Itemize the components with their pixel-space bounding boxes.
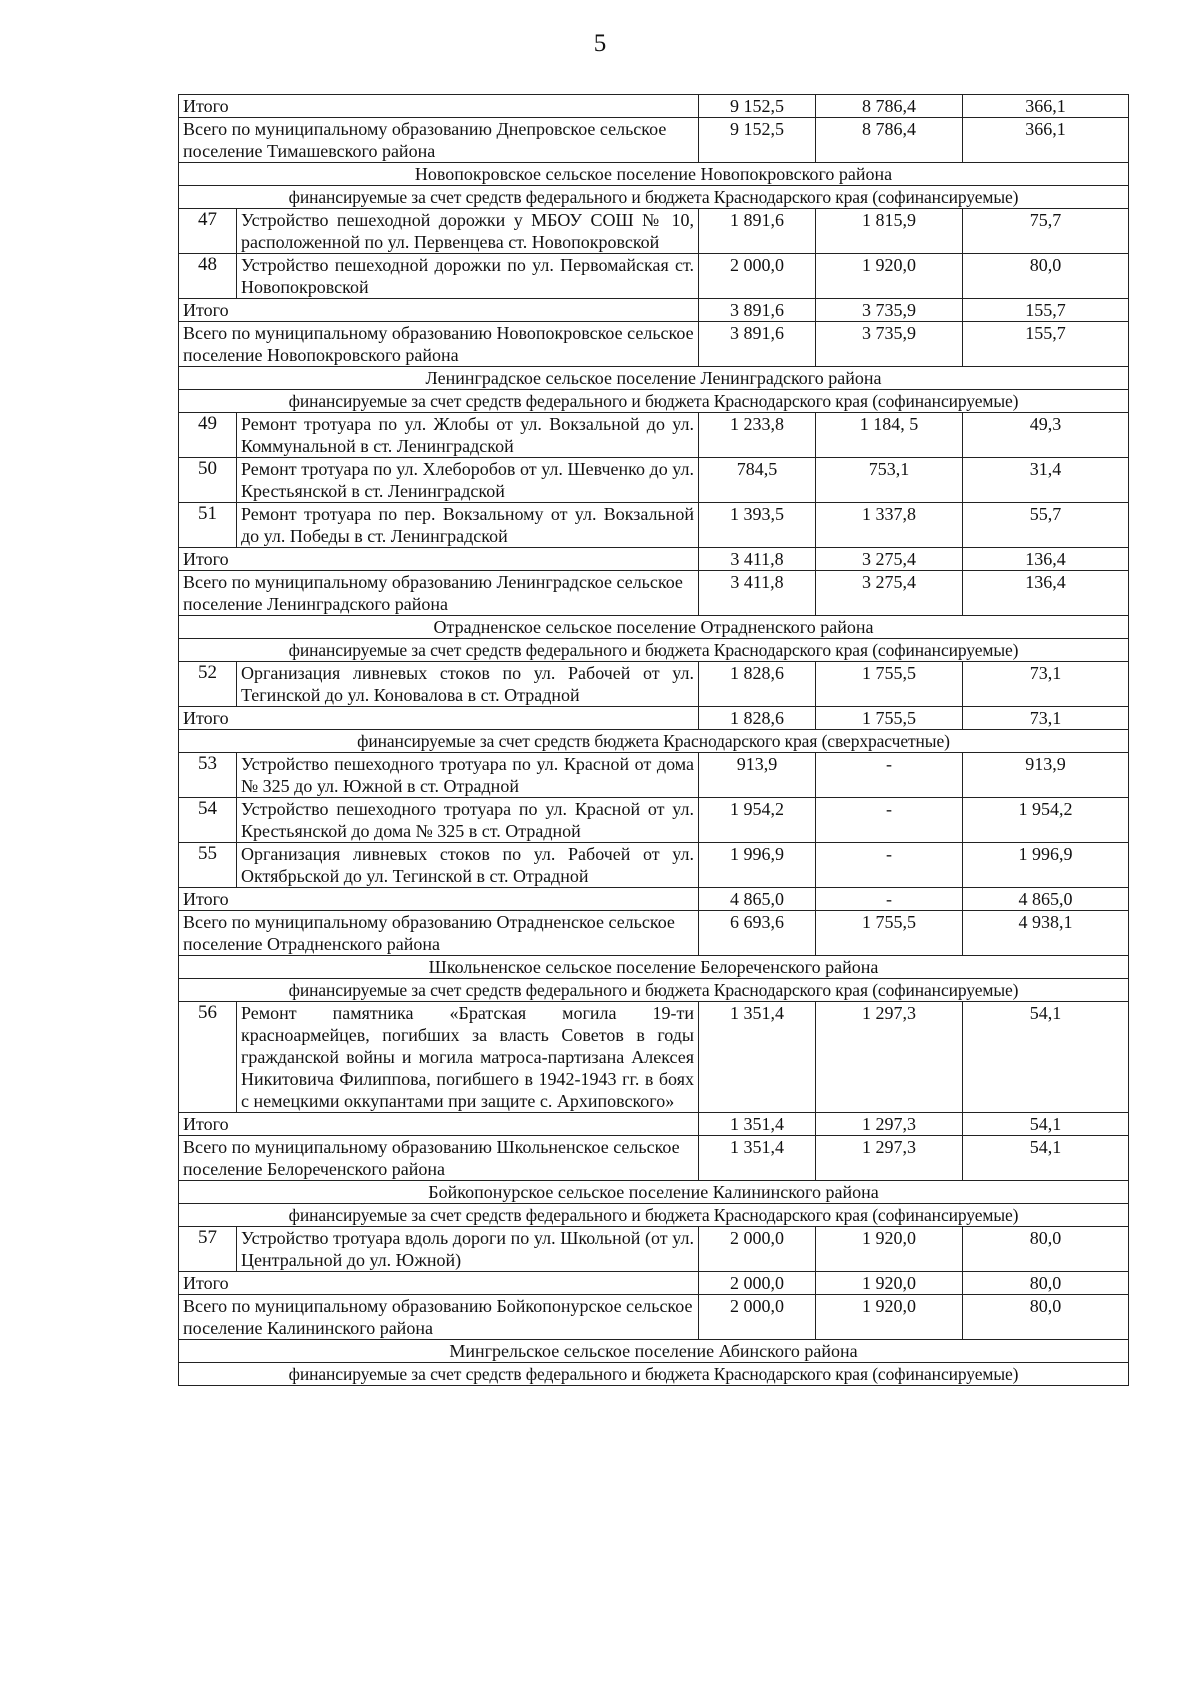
- federal-amount: 8 786,4: [816, 118, 963, 163]
- item-description: Ремонт памятника «Братская могила 19-ти красноармейцев, погибших за власть Советов в годы гражданской войны и могила матроса-партизана Алексея Никитовича Филиппова, погибшего в 1942-1943 гг. в боях с немецкими оккупантами при защите с. Архиповского»: [237, 1002, 699, 1113]
- item-description: Ремонт тротуара по ул. Хлеборобов от ул. Шевченко до ул. Крестьянской в ст. Ленинградской: [237, 458, 699, 503]
- total-amount: 1 351,4: [699, 1113, 816, 1136]
- total-label: Итого: [179, 299, 699, 322]
- total-amount: 913,9: [699, 753, 816, 798]
- total-label: Всего по муниципальному образованию Днепровское сельское поселение Тимашевского района: [179, 118, 699, 163]
- funding-source-row: [179, 979, 1129, 1002]
- total-amount: 3 891,6: [699, 299, 816, 322]
- funding-source-label: финансируемые за счет средств федерального и бюджета Краснодарского края (софинансируемые): [179, 390, 1129, 413]
- total-amount: 784,5: [699, 458, 816, 503]
- total-amount: 1 233,8: [699, 413, 816, 458]
- regional-amount: 155,7: [963, 299, 1129, 322]
- federal-amount: 1 920,0: [816, 1272, 963, 1295]
- funding-source-label: финансируемые за счет средств бюджета Краснодарского края (сверхрасчетные): [179, 730, 1129, 753]
- section-title: Бойкопонурское сельское поселение Калининского района: [179, 1181, 1129, 1204]
- item-description: Организация ливневых стоков по ул. Рабочей от ул. Октябрьской до ул. Тегинской в ст. Отрадной: [237, 843, 699, 888]
- total-amount: 1 351,4: [699, 1136, 816, 1181]
- total-amount: 1 828,6: [699, 707, 816, 730]
- table-row: [179, 798, 1129, 843]
- regional-amount: 366,1: [963, 118, 1129, 163]
- regional-amount: 4 865,0: [963, 888, 1129, 911]
- funding-source-label: финансируемые за счет средств федерального и бюджета Краснодарского края (софинансируемые): [179, 979, 1129, 1002]
- total-label: Всего по муниципальному образованию Ленинградское сельское поселение Ленинградского района: [179, 571, 699, 616]
- regional-amount: 80,0: [963, 1272, 1129, 1295]
- funding-source-row: [179, 1363, 1129, 1386]
- item-number: 52: [179, 662, 237, 707]
- federal-amount: 1 815,9: [816, 209, 963, 254]
- item-number: 50: [179, 458, 237, 503]
- federal-amount: 1 184, 5: [816, 413, 963, 458]
- total-row: [179, 1136, 1129, 1181]
- section-header-row: [179, 163, 1129, 186]
- total-amount: 9 152,5: [699, 118, 816, 163]
- federal-amount: 3 275,4: [816, 571, 963, 616]
- total-label: Всего по муниципальному образованию Бойкопонурское сельское поселение Калининского района: [179, 1295, 699, 1340]
- federal-amount: 1 920,0: [816, 1295, 963, 1340]
- total-label: Итого: [179, 1272, 699, 1295]
- regional-amount: 155,7: [963, 322, 1129, 367]
- federal-amount: -: [816, 843, 963, 888]
- regional-amount: 75,7: [963, 209, 1129, 254]
- federal-amount: 1 755,5: [816, 662, 963, 707]
- item-number: 49: [179, 413, 237, 458]
- total-label: Итого: [179, 707, 699, 730]
- item-description: Устройство пешеходного тротуара по ул. Красной от дома № 325 до ул. Южной в ст. Отрадной: [237, 753, 699, 798]
- item-description: Устройство тротуара вдоль дороги по ул. Школьной (от ул. Центральной до ул. Южной): [237, 1227, 699, 1272]
- regional-amount: 54,1: [963, 1136, 1129, 1181]
- federal-amount: 1 297,3: [816, 1002, 963, 1113]
- federal-amount: 1 337,8: [816, 503, 963, 548]
- budget-table-body: [179, 95, 1129, 1386]
- total-amount: 3 411,8: [699, 571, 816, 616]
- section-header-row: [179, 1340, 1129, 1363]
- total-row: [179, 707, 1129, 730]
- funding-source-row: [179, 730, 1129, 753]
- total-row: [179, 95, 1129, 118]
- item-description: Устройство пешеходной дорожки у МБОУ СОШ № 10, расположенной по ул. Первенцева ст. Новопокровской: [237, 209, 699, 254]
- federal-amount: -: [816, 753, 963, 798]
- item-number: 53: [179, 753, 237, 798]
- funding-source-label: финансируемые за счет средств федерального и бюджета Краснодарского края (софинансируемые): [179, 186, 1129, 209]
- table-row: [179, 1002, 1129, 1113]
- item-number: 56: [179, 1002, 237, 1113]
- regional-amount: 136,4: [963, 571, 1129, 616]
- section-title: Новопокровское сельское поселение Новопокровского района: [179, 163, 1129, 186]
- total-amount: 1 891,6: [699, 209, 816, 254]
- federal-amount: 1 297,3: [816, 1136, 963, 1181]
- federal-amount: -: [816, 888, 963, 911]
- total-row: [179, 322, 1129, 367]
- total-row: [179, 1113, 1129, 1136]
- total-row: [179, 888, 1129, 911]
- regional-amount: 49,3: [963, 413, 1129, 458]
- total-amount: 3 411,8: [699, 548, 816, 571]
- item-number: 55: [179, 843, 237, 888]
- table-row: [179, 753, 1129, 798]
- regional-amount: 366,1: [963, 95, 1129, 118]
- budget-table: [178, 94, 1129, 1386]
- federal-amount: 1 920,0: [816, 1227, 963, 1272]
- funding-source-label: финансируемые за счет средств федерального и бюджета Краснодарского края (софинансируемые): [179, 639, 1129, 662]
- total-row: [179, 1295, 1129, 1340]
- federal-amount: 3 275,4: [816, 548, 963, 571]
- section-title: Ленинградское сельское поселение Ленинградского района: [179, 367, 1129, 390]
- total-amount: 6 693,6: [699, 911, 816, 956]
- section-header-row: [179, 367, 1129, 390]
- federal-amount: 3 735,9: [816, 322, 963, 367]
- section-title: Мингрельское сельское поселение Абинского района: [179, 1340, 1129, 1363]
- page-number: 5: [593, 30, 607, 57]
- table-row: [179, 413, 1129, 458]
- funding-source-label: финансируемые за счет средств федерального и бюджета Краснодарского края (софинансируемые): [179, 1204, 1129, 1227]
- table-row: [179, 503, 1129, 548]
- total-label: Всего по муниципальному образованию Школьненское сельское поселение Белореченского района: [179, 1136, 699, 1181]
- section-header-row: [179, 1181, 1129, 1204]
- federal-amount: 3 735,9: [816, 299, 963, 322]
- funding-source-row: [179, 639, 1129, 662]
- total-amount: 1 351,4: [699, 1002, 816, 1113]
- total-amount: 2 000,0: [699, 254, 816, 299]
- table-row: [179, 843, 1129, 888]
- total-row: [179, 911, 1129, 956]
- regional-amount: 54,1: [963, 1113, 1129, 1136]
- total-label: Итого: [179, 1113, 699, 1136]
- total-amount: 1 828,6: [699, 662, 816, 707]
- item-description: Организация ливневых стоков по ул. Рабочей от ул. Тегинской до ул. Коновалова в ст. Отрадной: [237, 662, 699, 707]
- total-amount: 1 954,2: [699, 798, 816, 843]
- total-label: Итого: [179, 95, 699, 118]
- total-amount: 9 152,5: [699, 95, 816, 118]
- total-row: [179, 299, 1129, 322]
- table-row: [179, 1227, 1129, 1272]
- federal-amount: 1 920,0: [816, 254, 963, 299]
- total-amount: 1 393,5: [699, 503, 816, 548]
- table-row: [179, 662, 1129, 707]
- total-row: [179, 1272, 1129, 1295]
- table-row: [179, 254, 1129, 299]
- item-number: 51: [179, 503, 237, 548]
- federal-amount: 1 755,5: [816, 911, 963, 956]
- regional-amount: 54,1: [963, 1002, 1129, 1113]
- total-label: Всего по муниципальному образованию Новопокровское сельское поселение Новопокровского района: [179, 322, 699, 367]
- total-amount: 2 000,0: [699, 1295, 816, 1340]
- section-title: Школьненское сельское поселение Белореченского района: [179, 956, 1129, 979]
- section-title: Отрадненское сельское поселение Отрадненского района: [179, 616, 1129, 639]
- item-number: 47: [179, 209, 237, 254]
- regional-amount: 80,0: [963, 1227, 1129, 1272]
- section-header-row: [179, 956, 1129, 979]
- funding-source-row: [179, 186, 1129, 209]
- total-amount: 2 000,0: [699, 1272, 816, 1295]
- table-row: [179, 209, 1129, 254]
- total-amount: 4 865,0: [699, 888, 816, 911]
- federal-amount: 1 297,3: [816, 1113, 963, 1136]
- funding-source-label: финансируемые за счет средств федерального и бюджета Краснодарского края (софинансируемые): [179, 1363, 1129, 1386]
- regional-amount: 1 996,9: [963, 843, 1129, 888]
- total-amount: 3 891,6: [699, 322, 816, 367]
- regional-amount: 913,9: [963, 753, 1129, 798]
- item-number: 48: [179, 254, 237, 299]
- regional-amount: 80,0: [963, 1295, 1129, 1340]
- regional-amount: 73,1: [963, 662, 1129, 707]
- total-row: [179, 118, 1129, 163]
- regional-amount: 80,0: [963, 254, 1129, 299]
- section-header-row: [179, 616, 1129, 639]
- regional-amount: 55,7: [963, 503, 1129, 548]
- total-label: Итого: [179, 888, 699, 911]
- regional-amount: 1 954,2: [963, 798, 1129, 843]
- funding-source-row: [179, 390, 1129, 413]
- item-description: Ремонт тротуара по пер. Вокзальному от ул. Вокзальной до ул. Победы в ст. Ленинградской: [237, 503, 699, 548]
- total-amount: 2 000,0: [699, 1227, 816, 1272]
- funding-source-row: [179, 1204, 1129, 1227]
- federal-amount: 753,1: [816, 458, 963, 503]
- total-row: [179, 548, 1129, 571]
- regional-amount: 4 938,1: [963, 911, 1129, 956]
- total-label: Всего по муниципальному образованию Отрадненское сельское поселение Отрадненского района: [179, 911, 699, 956]
- total-amount: 1 996,9: [699, 843, 816, 888]
- federal-amount: 1 755,5: [816, 707, 963, 730]
- item-number: 54: [179, 798, 237, 843]
- item-description: Устройство пешеходной дорожки по ул. Первомайская ст. Новопокровской: [237, 254, 699, 299]
- regional-amount: 73,1: [963, 707, 1129, 730]
- total-row: [179, 571, 1129, 616]
- total-label: Итого: [179, 548, 699, 571]
- federal-amount: 8 786,4: [816, 95, 963, 118]
- regional-amount: 136,4: [963, 548, 1129, 571]
- item-description: Ремонт тротуара по ул. Жлобы от ул. Вокзальной до ул. Коммунальной в ст. Ленинградской: [237, 413, 699, 458]
- item-description: Устройство пешеходного тротуара по ул. Красной от ул. Крестьянской до дома № 325 в ст. Отрадной: [237, 798, 699, 843]
- federal-amount: -: [816, 798, 963, 843]
- table-row: [179, 458, 1129, 503]
- regional-amount: 31,4: [963, 458, 1129, 503]
- item-number: 57: [179, 1227, 237, 1272]
